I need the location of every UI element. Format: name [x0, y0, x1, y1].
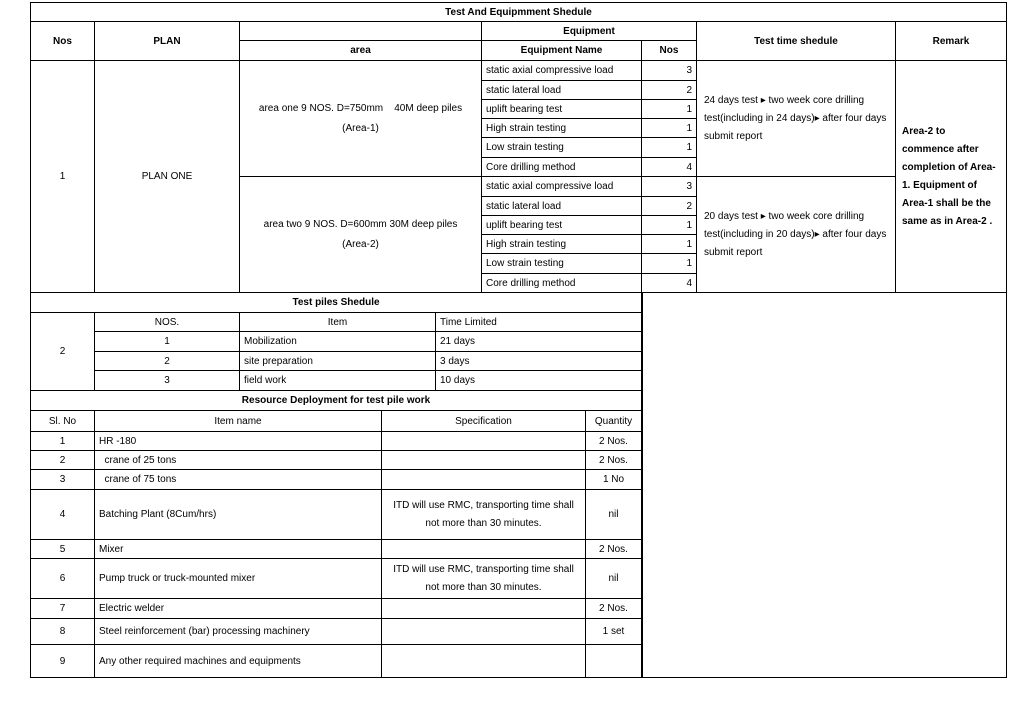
resource-qty: 2 Nos.	[586, 432, 642, 451]
area-2-equipment-nos: 2	[642, 197, 697, 216]
area-1-equipment-nos: 1	[642, 100, 697, 119]
header-equipment: Equipment	[482, 22, 697, 41]
resource-spec	[382, 451, 586, 470]
resource-sl: 8	[31, 619, 95, 645]
header-plan: PLAN	[95, 22, 240, 61]
area-2-equipment-name: Low strain testing	[482, 254, 642, 274]
piles-row-time: 10 days	[436, 371, 642, 391]
area-1-text: area one 9 NOS. D=750mm 40M deep piles	[258, 102, 463, 114]
area-1-equipment-name: static lateral load	[482, 81, 642, 100]
header-blank	[240, 22, 482, 41]
area-1-equipment-name: Core drilling method	[482, 158, 642, 177]
resource-item: Batching Plant (8Cum/hrs)	[95, 490, 382, 540]
area-2-description	[240, 177, 482, 293]
area-1-equipment-nos: 3	[642, 61, 697, 81]
resource-sl: 2	[31, 451, 95, 470]
header-nos: Nos	[31, 22, 95, 61]
resource-sl: 4	[31, 490, 95, 540]
plan-name: PLAN ONE	[95, 61, 240, 293]
piles-row-no: 3	[95, 371, 240, 391]
resource-sl: 3	[31, 470, 95, 490]
resource-spec	[382, 599, 586, 619]
area-1-equipment-nos: 1	[642, 119, 697, 138]
area-2-equipment-name: High strain testing	[482, 235, 642, 254]
area-2-equipment-name: uplift bearing test	[482, 216, 642, 235]
header-remark: Remark	[896, 22, 1007, 61]
resource-qty: 2 Nos.	[586, 451, 642, 470]
area-2-equipment-nos: 1	[642, 216, 697, 235]
resource-item: HR -180	[95, 432, 382, 451]
piles-row-time: 21 days	[436, 332, 642, 352]
resource-qty: 2 Nos.	[586, 599, 642, 619]
resource-spec: ITD will use RMC, transporting time shall not more than 30 minutes.	[382, 490, 586, 540]
section-title-test-equipment: Test And Equipmment Shedule	[31, 3, 1007, 22]
test-time-area-1: 24 days test ▸ two week core drilling test(including in 24 days)▸ after four days submit report	[697, 61, 896, 177]
resource-item: Electric welder	[95, 599, 382, 619]
piles-header-nos: NOS.	[95, 313, 240, 332]
area-2-label: (Area-2)	[342, 238, 379, 250]
area-1-equipment-nos: 1	[642, 138, 697, 158]
section-title-resources: Resource Deployment for test pile work	[31, 391, 642, 411]
resources-header-item: Item name	[95, 411, 382, 432]
resource-spec	[382, 470, 586, 490]
area-1-equipment-name: static axial compressive load	[482, 61, 642, 81]
resource-item: Mixer	[95, 540, 382, 559]
piles-header-item: Item	[240, 313, 436, 332]
resource-sl: 6	[31, 559, 95, 599]
piles-row-no: 1	[95, 332, 240, 352]
resource-item: Pump truck or truck-mounted mixer	[95, 559, 382, 599]
resource-spec: ITD will use RMC, transporting time shall not more than 30 minutes.	[382, 559, 586, 599]
piles-row-no: 2	[95, 352, 240, 371]
resource-item: crane of 25 tons	[95, 451, 382, 470]
header-equipment-nos: Nos	[642, 41, 697, 61]
resource-item: Any other required machines and equipments	[95, 645, 382, 678]
area-1-label: (Area-1)	[342, 122, 379, 134]
piles-row-number: 2	[31, 313, 95, 391]
area-1-equipment-nos: 4	[642, 158, 697, 177]
resource-sl: 7	[31, 599, 95, 619]
area-2-text: area two 9 NOS. D=600mm 30M deep piles	[263, 218, 458, 230]
test-time-area-2: 20 days test ▸ two week core drilling test(including in 20 days)▸ after four days submit report	[697, 177, 896, 293]
plan-row-number: 1	[31, 61, 95, 293]
area-1-equipment-name: Low strain testing	[482, 138, 642, 158]
resources-header-spec: Specification	[382, 411, 586, 432]
piles-row-item: site preparation	[240, 352, 436, 371]
area-1-equipment-name: uplift bearing test	[482, 100, 642, 119]
area-1-description	[240, 61, 482, 177]
resource-qty: 2 Nos.	[586, 540, 642, 559]
section-title-test-piles: Test piles Shedule	[31, 293, 642, 313]
area-1-equipment-name: High strain testing	[482, 119, 642, 138]
resource-qty	[586, 645, 642, 678]
resource-sl: 1	[31, 432, 95, 451]
resource-spec	[382, 540, 586, 559]
area-1-equipment-nos: 2	[642, 81, 697, 100]
resource-sl: 5	[31, 540, 95, 559]
resource-item: crane of 75 tons	[95, 470, 382, 490]
resource-spec	[382, 432, 586, 451]
area-2-equipment-name: static axial compressive load	[482, 177, 642, 197]
resources-header-sl: Sl. No	[31, 411, 95, 432]
resource-item: Steel reinforcement (bar) processing machinery	[95, 619, 382, 645]
resource-qty: nil	[586, 490, 642, 540]
resource-spec	[382, 645, 586, 678]
piles-header-time: Time Limited	[436, 313, 642, 332]
area-2-equipment-name: static lateral load	[482, 197, 642, 216]
area-2-equipment-name: Core drilling method	[482, 274, 642, 293]
header-area: area	[240, 41, 482, 61]
header-test-time: Test time shedule	[697, 22, 896, 61]
area-2-equipment-nos: 4	[642, 274, 697, 293]
resource-qty: 1 No	[586, 470, 642, 490]
resource-spec	[382, 619, 586, 645]
resource-qty: nil	[586, 559, 642, 599]
right-blank-panel	[642, 293, 1007, 678]
resource-qty: 1 set	[586, 619, 642, 645]
piles-row-time: 3 days	[436, 352, 642, 371]
resources-header-qty: Quantity	[586, 411, 642, 432]
area-2-equipment-nos: 3	[642, 177, 697, 197]
resource-sl: 9	[31, 645, 95, 678]
area-2-equipment-nos: 1	[642, 254, 697, 274]
area-2-equipment-nos: 1	[642, 235, 697, 254]
piles-row-item: field work	[240, 371, 436, 391]
piles-row-item: Mobilization	[240, 332, 436, 352]
header-equipment-name: Equipment Name	[482, 41, 642, 61]
remark-text: Area-2 to commence after completion of Area-1. Equipment of Area-1 shall be the same as in Area-2 .	[896, 61, 1007, 293]
